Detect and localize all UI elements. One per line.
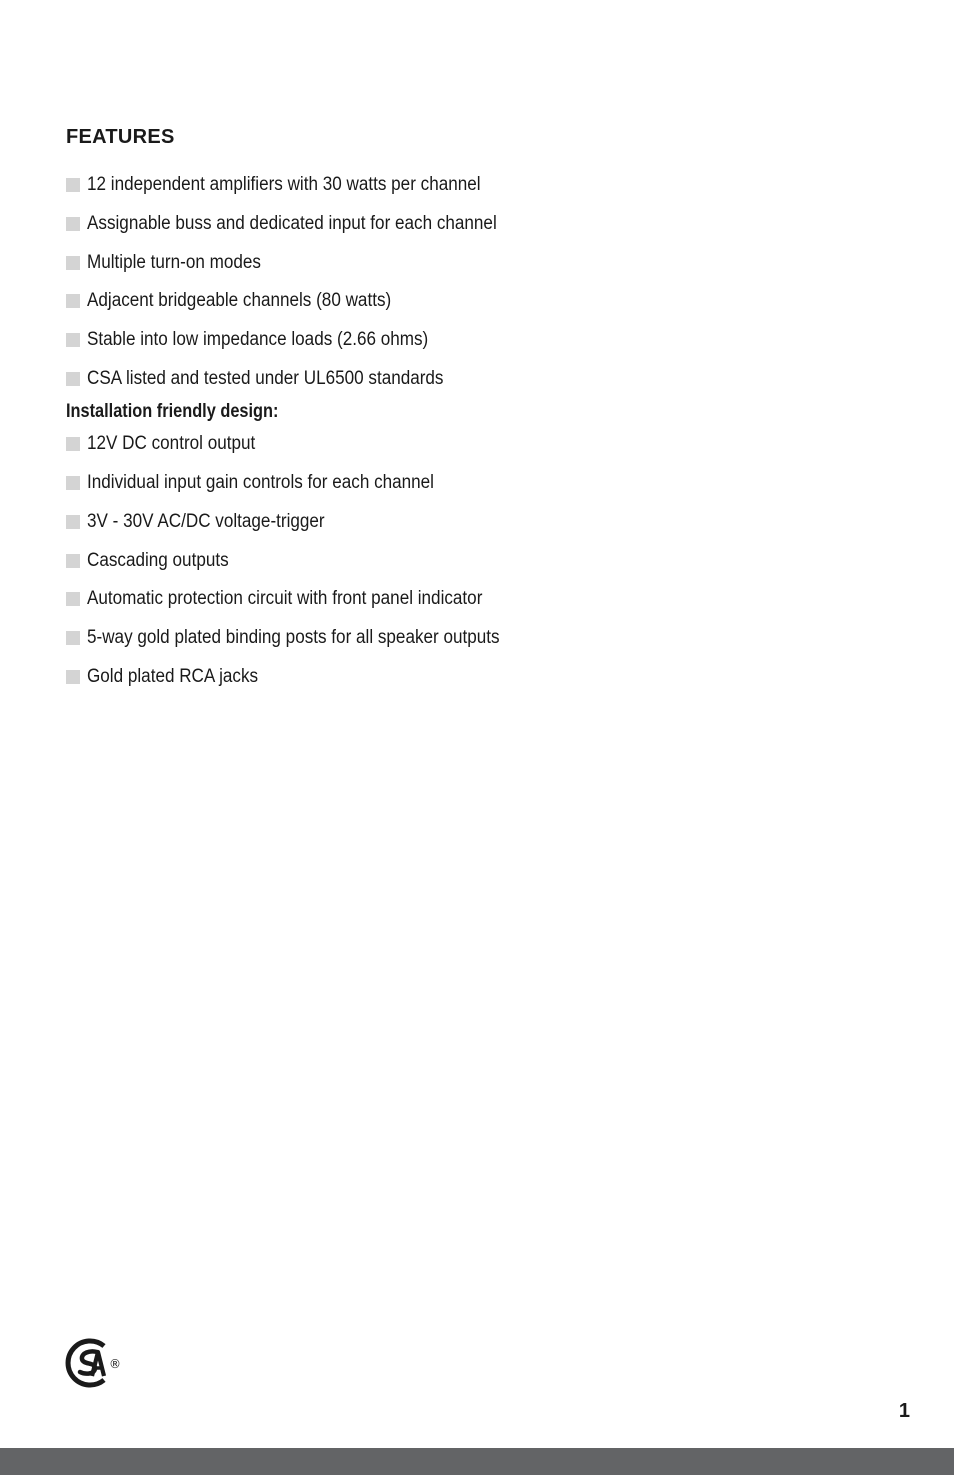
features-heading: FEATURES: [66, 126, 175, 148]
list-item: Adjacent bridgeable channels (80 watts): [66, 282, 886, 321]
list-item: Stable into low impedance loads (2.66 ohms): [66, 321, 886, 360]
csa-logo: [64, 1338, 122, 1388]
square-bullet-icon: [66, 631, 80, 645]
list-item: Automatic protection circuit with front panel indicator: [66, 580, 886, 619]
footer-bar: [0, 1448, 954, 1475]
svg-text:®: ®: [109, 1357, 121, 1371]
list-item: 12V DC control output: [66, 425, 886, 464]
square-bullet-icon: [66, 372, 80, 386]
features-section: [66, 122, 886, 696]
list-item: 3V - 30V AC/DC voltage-trigger: [66, 503, 886, 542]
installation-subheading: Installation friendly design:: [66, 400, 279, 422]
csa-certification-icon: [64, 1338, 122, 1388]
square-bullet-icon: [66, 294, 80, 308]
square-bullet-icon: [66, 256, 80, 270]
list-item: Multiple turn-on modes: [66, 243, 886, 282]
list-item: Individual input gain controls for each channel: [66, 464, 886, 503]
list-item: CSA listed and tested under UL6500 standards: [66, 359, 886, 398]
list-item: Assignable buss and dedicated input for each channel: [66, 205, 886, 244]
square-bullet-icon: [66, 437, 80, 451]
square-bullet-icon: [66, 554, 80, 568]
square-bullet-icon: [66, 178, 80, 192]
square-bullet-icon: [66, 476, 80, 490]
square-bullet-icon: [66, 217, 80, 231]
page-number: 1: [898, 1400, 910, 1422]
list-item: 5-way gold plated binding posts for all speaker outputs: [66, 619, 886, 658]
list-item: 12 independent amplifiers with 30 watts per channel: [66, 166, 886, 205]
square-bullet-icon: [66, 592, 80, 606]
features-list: [66, 166, 886, 398]
square-bullet-icon: [66, 670, 80, 684]
square-bullet-icon: [66, 333, 80, 347]
list-item: Cascading outputs: [66, 541, 886, 580]
square-bullet-icon: [66, 515, 80, 529]
list-item: Gold plated RCA jacks: [66, 657, 886, 696]
installation-list: [66, 425, 886, 696]
